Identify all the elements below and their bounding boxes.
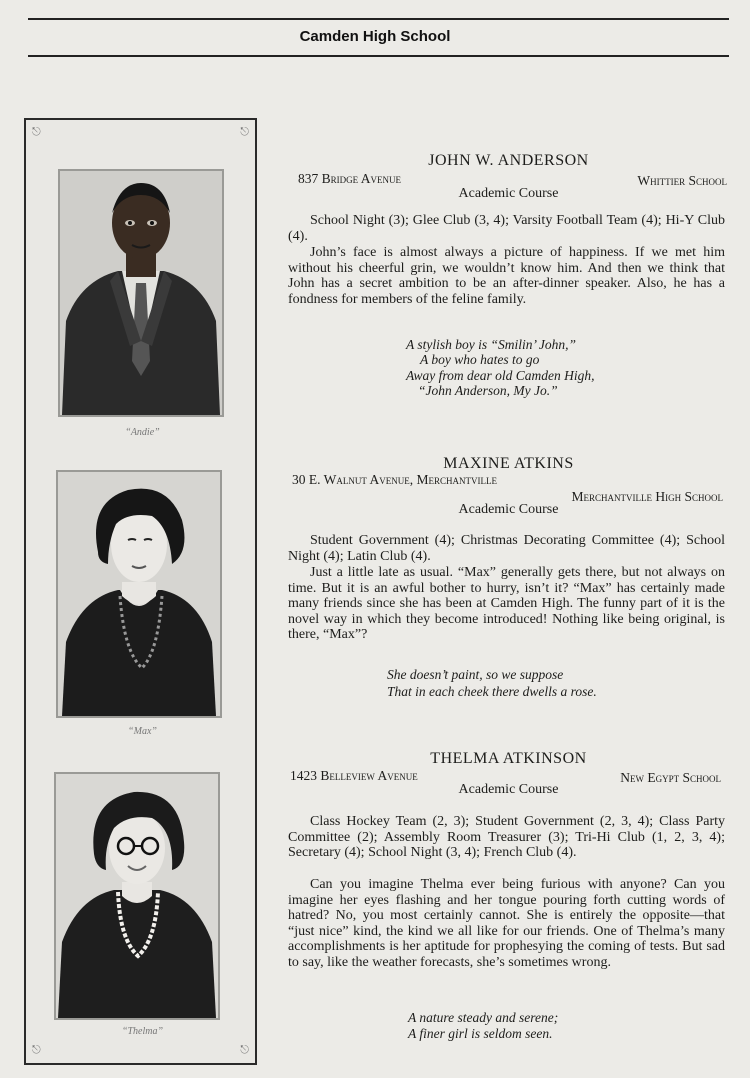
corner-ornament-icon: ⎋ — [32, 126, 41, 138]
page-title: Camden High School — [299, 28, 451, 45]
verse-line: A nature steady and serene; — [408, 1010, 559, 1025]
portrait-john-anderson — [58, 169, 224, 417]
student-address: 1423 Belleview Avenue — [290, 768, 418, 783]
portrait-image — [60, 171, 222, 415]
student-name: JOHN W. ANDERSON — [428, 152, 589, 169]
activities: Student Government (4); Christmas Decorating Committee (4); School Night (4); Latin Club (4). — [288, 533, 725, 564]
corner-ornament-icon: ⎋ — [240, 126, 249, 138]
photo-caption: “Thelma” — [121, 1026, 164, 1037]
student-address: 837 Bridge Avenue — [298, 171, 401, 186]
verse-line: A finer girl is seldom seen. — [408, 1026, 553, 1041]
photo-caption: “Andie” — [125, 427, 160, 438]
portrait-image — [56, 774, 218, 1018]
student-name: MAXINE ATKINS — [443, 455, 574, 472]
portrait-image — [58, 472, 220, 716]
header-top-rule — [28, 18, 729, 20]
corner-ornament-icon: ⎋ — [32, 1044, 41, 1056]
student-address: 30 E. Walnut Avenue, Merchantville — [292, 472, 497, 487]
student-name: THELMA ATKINSON — [430, 750, 587, 767]
biography: Can you imagine Thelma ever being furious with anyone? Can you imagine her eyes flashing and her tongue pouring forth cutting words of hatred? No, you most certainly cannot. She is entirely the opposite—that “just nice” kind, the kind we all like for our friends. One of Thelma’s many accomplishments is her aptitude for prophesying the coming of tests. But sad to say, like the weather forecasts, she’s sometimes wrong. — [288, 877, 725, 970]
verse-line: That in each cheek there dwells a rose. — [387, 684, 597, 699]
course: Academic Course — [458, 186, 559, 201]
corner-ornament-icon: ⎋ — [240, 1044, 249, 1056]
activities: School Night (3); Glee Club (3, 4); Varsity Football Team (4); Hi-Y Club (4). — [288, 213, 725, 244]
verse-line: She doesn’t paint, so we suppose — [387, 667, 564, 682]
verse-line: “John Anderson, My Jo.” — [418, 383, 558, 398]
previous-school: Merchantville High School — [571, 489, 723, 504]
verse-line: Away from dear old Camden High, — [406, 368, 595, 383]
course: Academic Course — [458, 502, 559, 517]
portrait-thelma-atkinson — [54, 772, 220, 1020]
biography: John’s face is almost always a picture of happiness. If we met him without his cheerful grin, we wouldn’t know him. And then we think that John has a secret ambition to be an after-dinner speaker. Also, he has a fondness for members of the feline family. — [288, 245, 725, 307]
verse-line: A stylish boy is “Smilin’ John,” — [406, 337, 577, 352]
photo-caption: “Max” — [128, 726, 157, 737]
activities: Class Hockey Team (2, 3); Student Government (2, 3, 4); Class Party Committee (2); Assembly Room Treasurer (3); Tri-Hi Club (1, 2, 3, 4); Secretary (4); School Night (3, 4); French Club (4). — [288, 814, 725, 861]
biography: Just a little late as usual. “Max” generally gets there, but not always on time. But it is an awful bother to hurry, isn’t it? “Max” has certainly made many friends since she has been at Camden High. The funny part of it is the novel way in which they become introduced! Nothing like being original, is there, “Max”? — [288, 565, 725, 643]
header-bottom-rule — [28, 55, 729, 57]
verse-line: A boy who hates to go — [420, 352, 540, 367]
previous-school: New Egypt School — [620, 770, 721, 785]
previous-school: Whittier School — [637, 173, 727, 188]
photo-panel — [24, 118, 257, 1065]
course: Academic Course — [458, 782, 559, 797]
portrait-maxine-atkins — [56, 470, 222, 718]
